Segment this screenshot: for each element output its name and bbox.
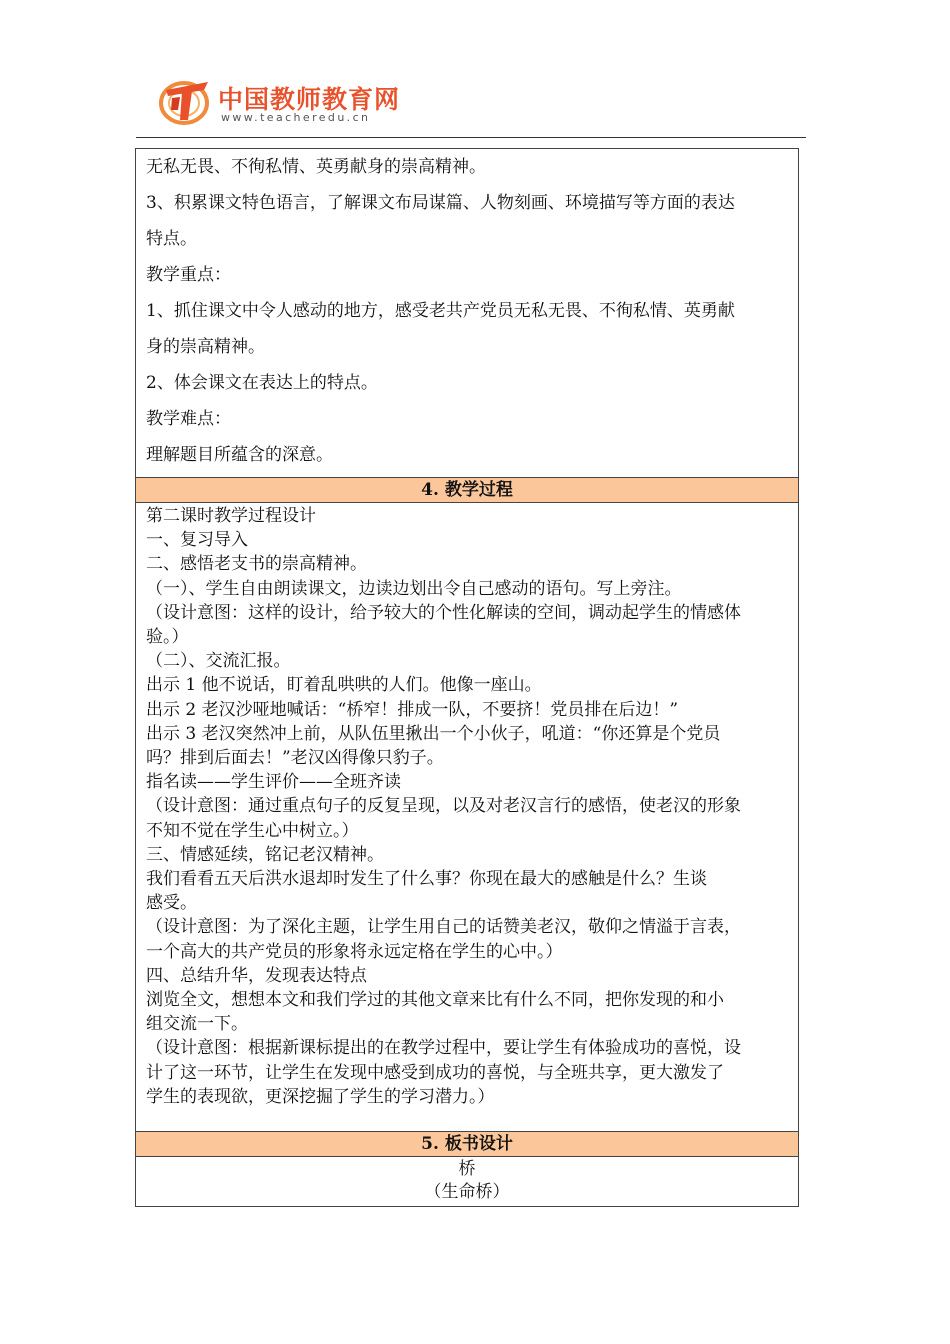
process-line: 出示 3 老汉突然冲上前，从队伍里揪出一个小伙子，吼道：“你还算是个党员	[146, 723, 721, 744]
process-line: 感受。	[146, 893, 197, 914]
goals-line: 身的崇高精神。	[146, 337, 265, 357]
goals-line: 理解题目所蕴含的深意。	[146, 445, 333, 465]
page-header	[0, 0, 950, 140]
process-line: 验。）	[146, 627, 189, 648]
process-line: 四、总结升华，发现表达特点	[146, 965, 367, 986]
process-line: 第二课时教学过程设计	[146, 506, 316, 526]
board-row	[136, 1157, 799, 1207]
goals-row	[136, 149, 799, 478]
process-line: 出示 1 他不说话，盯着乱哄哄的人们。他像一座山。	[146, 675, 542, 696]
process-section-title: 4. 教学过程	[136, 478, 799, 503]
goals-line: 无私无畏、不徇私情、英勇献身的崇高精神。	[146, 157, 486, 177]
process-line: 组交流一下。	[146, 1014, 248, 1035]
board-header-row	[136, 1132, 799, 1157]
goals-line: 1、抓住课文中令人感动的地方，感受老共产党员无私无畏、不徇私情、英勇献	[146, 301, 735, 321]
process-row	[136, 503, 799, 1132]
process-cell	[136, 503, 799, 1132]
process-line: 一个高大的共产党员的形象将永远定格在学生的心中。）	[146, 941, 563, 962]
header-divider	[136, 137, 806, 138]
process-line: 不知不觉在学生心中树立。）	[146, 820, 359, 841]
board-section-title: 5. 板书设计	[136, 1132, 799, 1157]
goals-line: 2、体会课文在表达上的特点。	[146, 373, 378, 393]
process-header-row	[136, 478, 799, 503]
goals-line: 教学难点：	[146, 409, 231, 429]
brand-url: www.teacheredu.cn	[221, 111, 371, 124]
process-line: 指名读——学生评价——全班齐读	[146, 772, 401, 793]
process-line: 二、感悟老支书的崇高精神。	[146, 554, 367, 575]
board-line: （生命桥）	[424, 1182, 510, 1203]
lesson-plan-table	[135, 148, 799, 1207]
process-line: 我们看看五天后洪水退却时发生了什么事？你现在最大的感触是什么？生谈	[146, 869, 707, 890]
process-line: （设计意图：根据新课标提出的在教学过程中，要让学生有体验成功的喜悦，设	[146, 1038, 741, 1059]
process-line: （二）、交流汇报。	[146, 651, 291, 672]
process-line: 出示 2 老汉沙哑地喊话：“桥窄！排成一队，不要挤！党员排在后边！”	[146, 699, 679, 720]
goals-line: 特点。	[146, 229, 197, 249]
goals-line: 3、积累课文特色语言，了解课文布局谋篇、人物刻画、环境描写等方面的表达	[146, 193, 735, 213]
process-line: 一、复习导入	[146, 530, 248, 551]
process-line: 吗？排到后面去！”老汉凶得像只豹子。	[146, 748, 444, 769]
goals-cell	[136, 149, 799, 478]
process-line: （一）、学生自由朗读课文，边读边划出令自己感动的语句。写上旁注。	[146, 578, 682, 599]
process-line: （设计意图：为了深化主题，让学生用自己的话赞美老汉，敬仰之情溢于言表，	[146, 917, 741, 938]
goals-line: 教学重点：	[146, 265, 231, 285]
teacheredu-logo-icon	[158, 76, 212, 126]
board-line: 桥	[458, 1159, 476, 1180]
process-line: 三、情感延续，铭记老汉精神。	[146, 844, 384, 865]
process-line: （设计意图：通过重点句子的反复呈现，以及对老汉言行的感悟，使老汉的形象	[146, 796, 741, 817]
process-line: 计了这一环节，让学生在发现中感受到成功的喜悦，与全班共享，更大激发了	[146, 1062, 724, 1083]
process-line: 浏览全文，想想本文和我们学过的其他文章来比有什么不同，把你发现的和小	[146, 990, 724, 1011]
brand-name: 中国教师教育网	[218, 85, 401, 114]
process-line: （设计意图：这样的设计，给予较大的个性化解读的空间，调动起学生的情感体	[146, 602, 741, 623]
process-line: 学生的表现欲，更深挖掘了学生的学习潜力。）	[146, 1086, 495, 1107]
board-cell	[136, 1157, 799, 1207]
